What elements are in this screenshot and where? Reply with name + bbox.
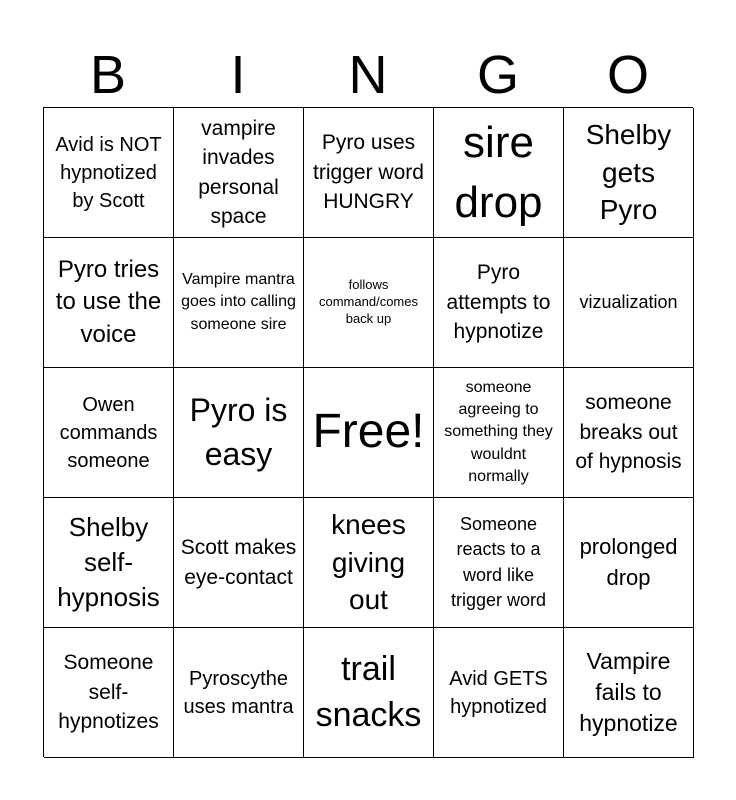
bingo-cell-r4-c5[interactable] [564, 498, 694, 628]
cell-text: someone agreeing to something they wouldnt normally [444, 378, 553, 486]
header-letter-b: B [89, 45, 127, 105]
header-letter-n: N [348, 45, 388, 105]
bingo-cell-r5-c1[interactable] [44, 628, 174, 758]
cell-text: Shelby self-hypnosis [57, 511, 160, 613]
cell-text: Pyro uses trigger word HUNGRY [313, 131, 424, 214]
bingo-cell-r3-c3[interactable] [304, 368, 434, 498]
cell-text: Vampire mantra goes into calling someone sire [181, 270, 296, 333]
cell-text: Pyroscythe uses mantra [183, 667, 294, 718]
cell-text: follows command/comes back up [319, 277, 418, 326]
cell-text: prolonged drop [579, 533, 678, 590]
cell-text: someone breaks out of hypnosis [575, 391, 682, 474]
bingo-cell-r1-c5[interactable] [564, 108, 694, 238]
bingo-cell-r3-c2[interactable] [174, 368, 304, 498]
bingo-cell-r4-c3[interactable] [304, 498, 434, 628]
cell-text: sire drop [454, 118, 543, 227]
bingo-cell-r5-c5[interactable] [564, 628, 694, 758]
cell-text: Pyro is easy [189, 392, 288, 472]
cell-text: Shelby gets Pyro [585, 118, 672, 226]
header-letter-o: O [606, 45, 649, 105]
cell-text: Avid is NOT hypnotized by Scott [55, 133, 162, 212]
bingo-cell-r1-c1[interactable] [44, 108, 174, 238]
cell-text: trail snacks [315, 649, 422, 734]
bingo-cell-r3-c4[interactable] [434, 368, 564, 498]
cell-text: Vampire fails to hypnotize [579, 647, 678, 737]
bingo-cell-r1-c3[interactable] [304, 108, 434, 238]
cell-text: Scott makes eye-contact [180, 536, 297, 589]
bingo-cell-r5-c2[interactable] [174, 628, 304, 758]
bingo-cell-r5-c4[interactable] [434, 628, 564, 758]
cell-text: Pyro tries to use the voice [55, 255, 162, 348]
cell-text: vampire invades personal space [198, 116, 279, 228]
header-letter-g: G [476, 45, 519, 105]
bingo-cell-r3-c1[interactable] [44, 368, 174, 498]
cell-text: Someone reacts to a word like trigger word [450, 514, 547, 610]
bingo-board [43, 107, 693, 757]
bingo-cell-r2-c1[interactable] [44, 238, 174, 368]
bingo-cell-r2-c2[interactable] [174, 238, 304, 368]
cell-text: Pyro attempts to hypnotize [446, 261, 551, 344]
bingo-cell-r4-c1[interactable] [44, 498, 174, 628]
cell-text: Owen commands someone [59, 393, 158, 472]
bingo-cell-r2-c5[interactable] [564, 238, 694, 368]
free-space-text: Free! [312, 405, 425, 459]
bingo-cell-r1-c4[interactable] [434, 108, 564, 238]
bingo-cell-r4-c4[interactable] [434, 498, 564, 628]
bingo-cell-r1-c2[interactable] [174, 108, 304, 238]
bingo-cell-r4-c2[interactable] [174, 498, 304, 628]
cell-text: vizualization [579, 291, 678, 312]
header-letter-i: I [230, 45, 246, 105]
cell-text: Avid GETS hypnotized [449, 667, 548, 718]
bingo-cell-r2-c3[interactable] [304, 238, 434, 368]
bingo-cell-r5-c3[interactable] [304, 628, 434, 758]
bingo-cell-r3-c5[interactable] [564, 368, 694, 498]
cell-text: Someone self-hypnotizes [58, 651, 159, 734]
bingo-cell-r2-c4[interactable] [434, 238, 564, 368]
cell-text: knees giving out [331, 508, 406, 616]
bingo-header [43, 44, 693, 106]
